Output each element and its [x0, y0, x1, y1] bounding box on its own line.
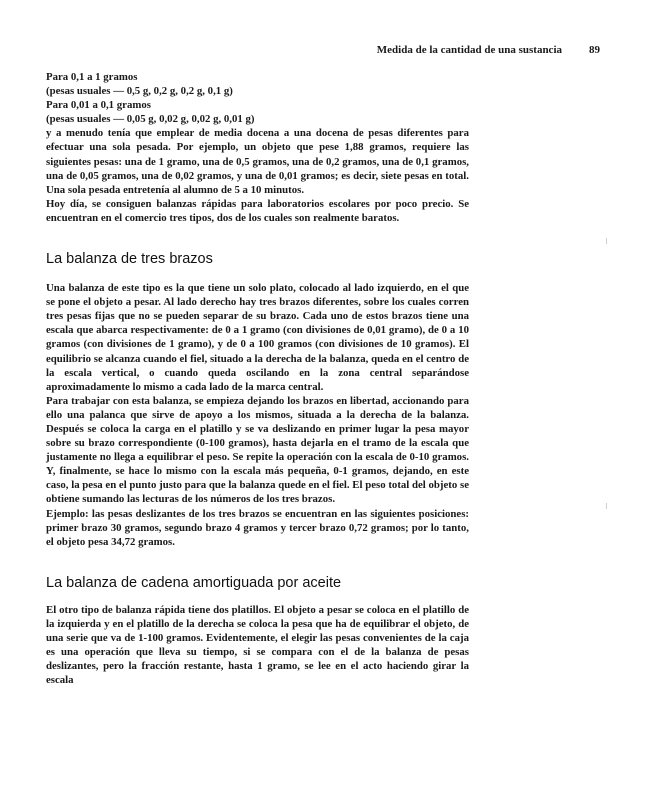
weight-range-line: Para 0,01 a 0,1 gramos	[46, 99, 151, 112]
margin-mark	[606, 503, 607, 509]
section-heading: La balanza de tres brazos	[46, 251, 213, 268]
body-paragraph: y a menudo tenía que emplear de media docena a una docena de pesas diferentes para efectuar una sola pesada. Por ejemplo, un objeto que pese 1,88 gramos, requiere las siguientes pesas: una de 1 gramo, una de 0,5 gramos, una de 0,2 gramos, una de 0,1 gramos, una de 0,05 gramos, una de 0,02 gramos, y una de 0,01 gramos; es decir, siete pesas en total. Una sola pesada entretenía al alumno de 5 a 10 minutos.	[46, 127, 469, 196]
page-body	[46, 70, 469, 687]
running-title: Medida de la cantidad de una sustancia	[376, 44, 562, 56]
weight-range-line: Para 0,1 a 1 gramos	[46, 71, 138, 83]
weight-list-line: (pesas usuales — 0,5 g, 0,2 g, 0,2 g, 0,1 g)	[46, 85, 233, 98]
body-paragraph: El otro tipo de balanza rápida tiene dos platillos. El objeto a pesar se coloca en el platillo de la izquierda y en el platillo de la derecha se coloca la pesa que ha de equilibrar el objeto, de una serie que va de 1-100 gramos. Evidentemente, el elegir las pesas convenientes de la caja es una operación que lleva su tiempo, si se compara con el de la balanza de pesas deslizantes, pero la fracción restante, hasta 1 gramo, se lee en el acto haciendo girar la escala	[46, 603, 469, 687]
page-number: 89	[589, 44, 600, 56]
margin-mark	[606, 238, 607, 244]
section-heading: La balanza de cadena amortiguada por aceite	[46, 574, 342, 591]
weight-list-line: (pesas usuales — 0,05 g, 0,02 g, 0,02 g, 0,01 g)	[46, 113, 255, 126]
body-paragraph: Una balanza de este tipo es la que tiene un solo plato, colocado al lado izquierdo, en el que se pone el objeto a pesar. Al lado derecho hay tres brazos diferentes, sobre los cuales corren tres pesas fijas que no se pueden separar de su brazo. Cada uno de estos brazos tiene una escala que abarca respectivamente: de 0 a 1 gramo (con divisiones de 0,01 gramo), de 0 a 10 gramos (con divisiones de 1 gramo), y de 0 a 100 gramos (con divisiones de 10 gramos). El equilibrio se alcanza cuando el fiel, situado a la derecha de la balanza, queda en el centro de la escala vertical, o cuando queda oscilando en la zona central separándose aproximadamente lo mismo a cada lado de la marca central.	[46, 282, 469, 393]
body-paragraph: Ejemplo: las pesas deslizantes de los tres brazos se encuentran en las siguientes posiciones: primer brazo 30 gramos, segundo brazo 4 gramos y tercer brazo 0,72 gramos; por lo tanto, el objeto pesa 34,72 gramos.	[46, 507, 469, 548]
body-paragraph: Para trabajar con esta balanza, se empieza dejando los brazos en libertad, accionando para ello una palanca que sirve de apoyo a los mismos, situada a la derecha de la balanza. Después se coloca la carga en el platillo y se va deslizando en primer lugar la pesa mayor sobre su brazo correspondiente (0-100 gramos), hasta dejarla en el tramo de la escala que justamente no llega a equilibrar el peso. Se repite la operación con la escala de 0-10 gramos. Y, finalmente, se hace lo mismo con la escala más pequeña, 0-1 gramos, dejando, en este caso, la pesa en el punto justo para que la balanza quede en el fiel. El peso total del objeto se obtiene sumando las lecturas de los números de los tres brazos.	[46, 394, 469, 506]
body-paragraph: Hoy día, se consiguen balanzas rápidas para laboratorios escolares por poco precio. Se encuentran en el comercio tres tipos, dos de los cuales son realmente baratos.	[46, 197, 469, 224]
